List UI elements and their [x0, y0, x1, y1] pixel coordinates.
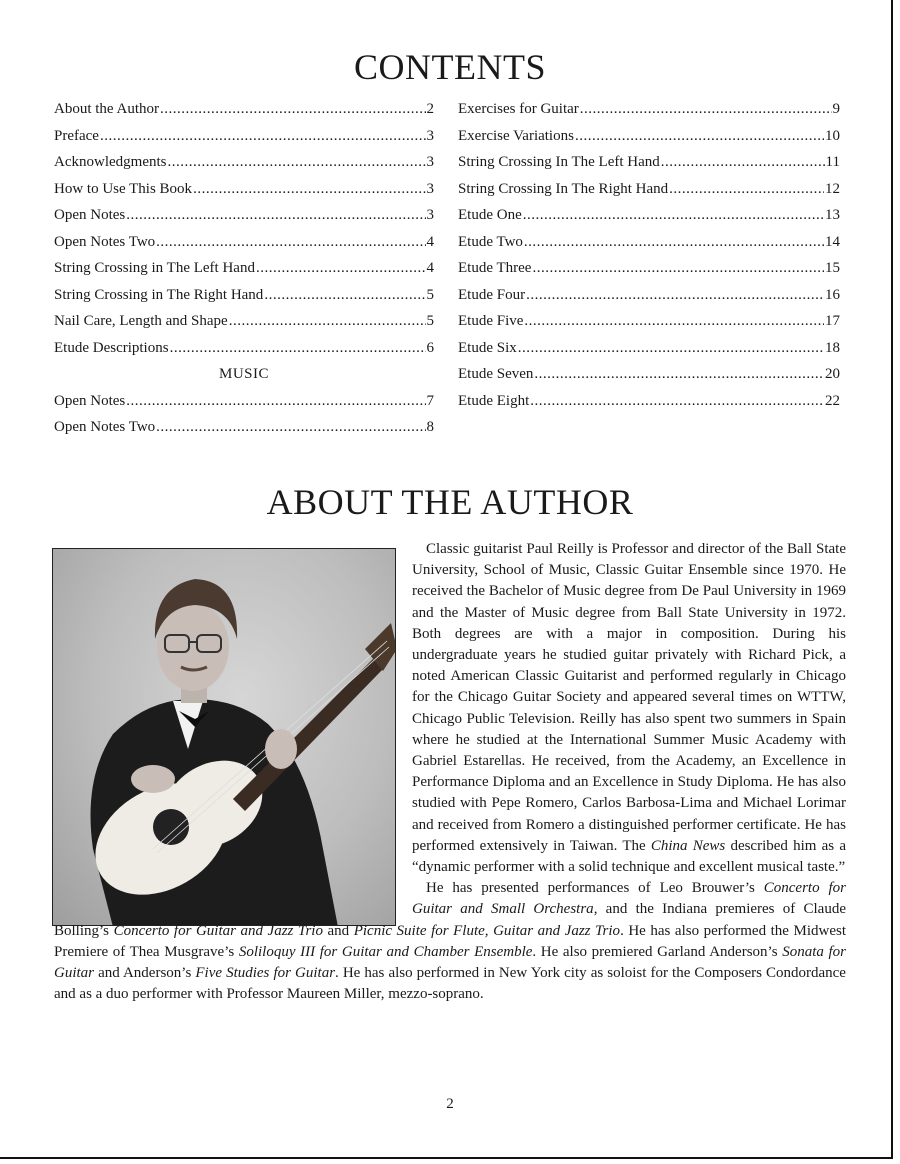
- toc-entry-page: 11: [825, 154, 840, 170]
- toc-entry[interactable]: [458, 255, 840, 282]
- toc-entry-title: Etude Five: [458, 313, 524, 329]
- toc-entry-title: Open Notes Two: [54, 419, 156, 435]
- toc-entry-page: 7: [426, 392, 434, 409]
- toc-entry[interactable]: [54, 335, 434, 362]
- toc-entry-page: 18: [825, 339, 840, 356]
- toc-list-front-matter: [54, 96, 434, 361]
- toc-entry[interactable]: [458, 229, 840, 256]
- toc-entry-page: 3: [426, 207, 434, 223]
- toc-entry[interactable]: [54, 176, 434, 203]
- toc-leader-dots: [669, 176, 824, 203]
- toc-entry-title: String Crossing In The Right Hand: [458, 180, 669, 197]
- toc-leader-dots: [100, 123, 426, 150]
- page-number: 2: [446, 1096, 454, 1112]
- toc-entry-page: 17: [825, 313, 840, 329]
- toc-entry-title: Exercises for Guitar: [458, 101, 579, 117]
- toc-leader-dots: [160, 96, 426, 123]
- toc-entry[interactable]: [54, 414, 434, 441]
- toc-entry-title: Etude Seven: [458, 366, 534, 382]
- toc-entry-title: Nail Care, Length and Shape: [54, 313, 228, 329]
- toc-entry[interactable]: [54, 229, 434, 256]
- toc-entry-page: 5: [426, 313, 434, 329]
- toc-entry[interactable]: [458, 361, 840, 388]
- toc-right-column: [458, 96, 840, 414]
- toc-leader-dots: [524, 308, 824, 335]
- toc-entry-title: Etude Three: [458, 260, 532, 276]
- toc-entry[interactable]: [54, 255, 434, 282]
- toc-leader-dots: [530, 388, 824, 415]
- toc-leader-dots: [523, 202, 824, 229]
- toc-entry[interactable]: [54, 149, 434, 176]
- toc-music-heading: MUSIC: [218, 366, 269, 382]
- toc-entry-page: 16: [825, 286, 840, 303]
- toc-entry-page: 22: [825, 392, 840, 409]
- toc-entry[interactable]: [458, 335, 840, 362]
- toc-entry[interactable]: [54, 388, 434, 415]
- toc-leader-dots: [534, 361, 824, 388]
- toc-entry-title: String Crossing In The Left Hand: [458, 154, 660, 170]
- toc-entry-title: Open Notes: [54, 392, 126, 409]
- toc-entry-title: String Crossing in The Right Hand: [54, 286, 264, 303]
- toc-entry-title: Acknowledgments: [54, 154, 167, 170]
- toc-entry-title: Etude Four: [458, 286, 526, 303]
- toc-leader-dots: [575, 123, 824, 150]
- toc-entry-page: 9: [832, 101, 840, 117]
- toc-entry[interactable]: [458, 96, 840, 123]
- toc-leader-dots: [156, 229, 425, 256]
- toc-entry-title: Etude One: [458, 207, 522, 223]
- toc-entry-title: Preface: [54, 127, 99, 144]
- toc-entry-title: Etude Eight: [458, 392, 530, 409]
- contents-heading: CONTENTS: [354, 47, 546, 87]
- toc-list-exercises-etudes: [458, 96, 840, 414]
- toc-entry[interactable]: [54, 96, 434, 123]
- toc-entry[interactable]: [54, 308, 434, 335]
- toc-leader-dots: [156, 414, 425, 441]
- bio-paragraph-2: He has presented performances of Leo Brouwer’s Concerto for Guitar and Small Orchestra, and the Indiana premieres of Claude Bolling’s Concerto for Guitar and Jazz Trio and Picnic Suite for Flute, Guitar and Jazz Trio. He has also performed the Midwest Premiere of Thea Musgrave’s Soliloquy III for Guitar and Chamber Ensemble. He also premiered Garland Anderson’s Sonata for Guitar and Anderson’s Five Studies for Guitar. He has also performed in New York city as soloist for the Composers Condordance and as a duo performer with Professor Maureen Miller, mezzo-soprano.: [54, 880, 846, 1003]
- toc-entry[interactable]: [458, 388, 840, 415]
- photo-spacer: [54, 539, 412, 914]
- toc-entry[interactable]: [54, 282, 434, 309]
- toc-entry-page: 10: [825, 127, 840, 144]
- toc-entry-title: Etude Six: [458, 339, 517, 356]
- toc-entry-title: String Crossing in The Left Hand: [54, 260, 255, 276]
- toc-entry[interactable]: [54, 123, 434, 150]
- toc-entry-page: 4: [426, 260, 434, 276]
- toc-entry-page: 2: [426, 101, 434, 117]
- toc-entry-page: 8: [426, 419, 434, 435]
- toc-entry[interactable]: [458, 282, 840, 309]
- toc-leader-dots: [661, 149, 825, 176]
- toc-leader-dots: [264, 282, 425, 309]
- toc-leader-dots: [170, 335, 426, 362]
- toc-entry-page: 15: [825, 260, 840, 276]
- toc-leader-dots: [167, 149, 425, 176]
- author-biography: [54, 539, 846, 1005]
- toc-leader-dots: [193, 176, 425, 203]
- toc-entry-page: 5: [426, 286, 434, 303]
- toc-entry[interactable]: [458, 308, 840, 335]
- toc-leader-dots: [532, 255, 824, 282]
- toc-left-column: [54, 96, 434, 441]
- toc-leader-dots: [580, 96, 832, 123]
- toc-leader-dots: [229, 308, 426, 335]
- toc-entry-page: 3: [426, 154, 434, 170]
- toc-leader-dots: [524, 229, 824, 256]
- toc-entry-title: About the Author: [54, 101, 159, 117]
- toc-entry-page: 6: [426, 339, 434, 356]
- bio-paragraph-1: Classic guitarist Paul Reilly is Professor and director of the Ball State University, School of Music, Classic Guitar Ensemble since 1970. He received the Bachelor of Music degree from De Paul University in 1969 and the Master of Music degree from Ball State University in 1972. Both degrees are with a major in composition. During his undergraduate years he studied guitar privately with Richard Pick, a noted American Classic Guitarist and performed regularly in Chicago for the Chicago Guitar Society and appeared several times on WTTW, Chicago Public Television. Reilly has also spent two summers in Spain where he studied at the International Summer Music Academy with Gabriel Estarellas. He received, from the Academy, an Excellence in Performance Diploma and an Excellence in Study Diploma. He has also studied with Pepe Romero, Carlos Barbosa-Lima and Michael Lorimar and received from Romero a distinguished performer certificate. He has performed extensively in Taiwan. The China News described him as a “dynamic performer with a solid technique and excellent musical taste.”: [412, 541, 846, 876]
- toc-entry-page: 3: [426, 127, 434, 144]
- toc-entry-title: How to Use This Book: [54, 180, 193, 197]
- toc-entry-title: Open Notes: [54, 207, 126, 223]
- about-author-heading: ABOUT THE AUTHOR: [266, 482, 634, 522]
- toc-entry[interactable]: [458, 149, 840, 176]
- toc-entry[interactable]: [458, 176, 840, 203]
- toc-leader-dots: [256, 255, 426, 282]
- toc-entry-page: 14: [825, 233, 840, 250]
- toc-entry[interactable]: [458, 123, 840, 150]
- toc-leader-dots: [126, 388, 425, 415]
- toc-list-music: [54, 388, 434, 441]
- toc-entry[interactable]: [54, 202, 434, 229]
- toc-entry-page: 4: [426, 233, 434, 250]
- toc-entry-title: Exercise Variations: [458, 127, 574, 144]
- toc-entry-page: 12: [825, 180, 840, 197]
- toc-entry-page: 3: [426, 180, 434, 197]
- toc-entry[interactable]: [458, 202, 840, 229]
- toc-entry-title: Etude Descriptions: [54, 339, 169, 356]
- toc-leader-dots: [518, 335, 824, 362]
- toc-entry-title: Open Notes Two: [54, 233, 156, 250]
- toc-leader-dots: [526, 282, 824, 309]
- toc-entry-title: Etude Two: [458, 233, 523, 250]
- toc-entry-page: 13: [825, 207, 840, 223]
- toc-leader-dots: [126, 202, 425, 229]
- toc-entry-page: 20: [825, 366, 840, 382]
